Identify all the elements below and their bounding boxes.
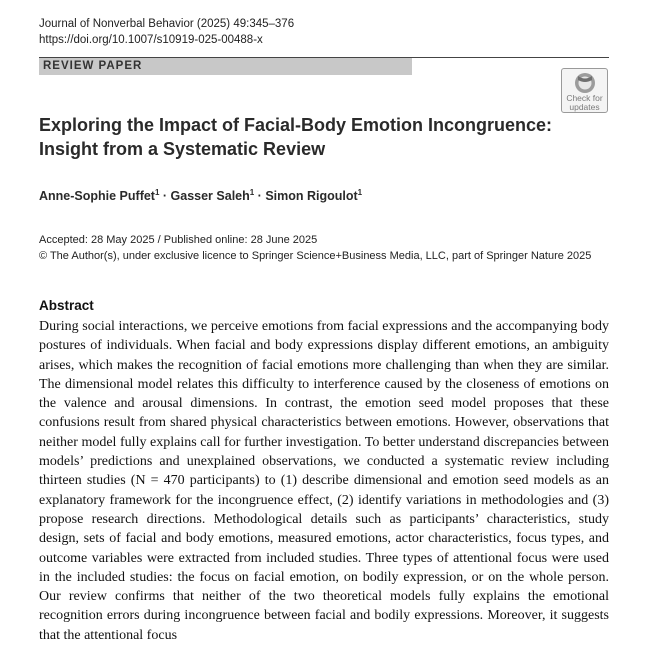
journal-citation: Journal of Nonverbal Behavior (2025) 49:345–376 (39, 18, 295, 30)
title-line2: Insight from a Systematic Review (39, 139, 326, 159)
abstract-heading: Abstract (39, 298, 94, 313)
publication-dates: Accepted: 28 May 2025 / Published online: 28 June 2025 (39, 234, 318, 246)
crossmark-icon (574, 72, 596, 94)
badge-text-line2: updates (569, 102, 600, 112)
affiliation-mark: 1 (357, 188, 363, 197)
title-line1: Exploring the Impact of Facial-Body Emotion Incongruence: (39, 115, 553, 135)
doi-link[interactable]: https://doi.org/10.1007/s10919-025-00488-x (39, 34, 263, 46)
author-list (39, 188, 362, 203)
journal-header (39, 16, 294, 48)
author-separator: · (159, 189, 171, 204)
publication-info (39, 232, 619, 264)
copyright-line: © The Author(s), under exclusive licence to Springer Science+Business Media, LLC, part of Springer Nature 2025 (39, 250, 592, 262)
badge-text-line1: Check for (566, 93, 603, 103)
article-type-bar (39, 58, 412, 75)
affiliation-mark: 1 (249, 188, 255, 197)
article-type-label: REVIEW PAPER (43, 60, 143, 72)
abstract-text: During social interactions, we perceive emotions from facial expressions and the accompanying body postures of individuals. When facial and body expressions display different emotions, an ambiguity arises, which makes the recognition of facial emotions more challenging than when they are similar. The dimensional model relates this difficulty to interference caused by the closeness of emotions on the valence and arousal dimensions. In contrast, the emotion seed model proposes that these confusions result from shared physical characteristics between emotions. However, observations that neither model fully explains call for further investigation. To better understand discrepancies between models’ predictions and unexplained observations, we conducted a systematic review including thirteen studies (N = 470 participants) to (1) describe dimensional and emotion seed models as an explanatory framework for the incongruence effect, (2) identify variations in methodologies and (3) propose research directions. Methodological details such as participants’ characteristics, study design, sets of facial and body emotions, measured emotions, actor characteristics, focus types, and outcome variables were extracted from included studies. Three types of attentional focus were used in the included studies: the focus on facial emotion, on bodily expression, or on the whole person. Our review confirms that neither of the two theoretical models fully explains the emotional recognition errors during incongruence between facial and bodily expressions. Moreover, it suggests that the attentional focus (39, 319, 609, 643)
check-for-updates-badge[interactable] (561, 68, 608, 113)
article-title (39, 113, 579, 161)
author-name[interactable]: Simon Rigoulot (265, 189, 358, 204)
author-name[interactable]: Anne-Sophie Puffet (39, 189, 155, 204)
author-name[interactable]: Gasser Saleh (170, 189, 250, 204)
affiliation-mark: 1 (154, 188, 160, 197)
author-separator: · (254, 189, 266, 204)
